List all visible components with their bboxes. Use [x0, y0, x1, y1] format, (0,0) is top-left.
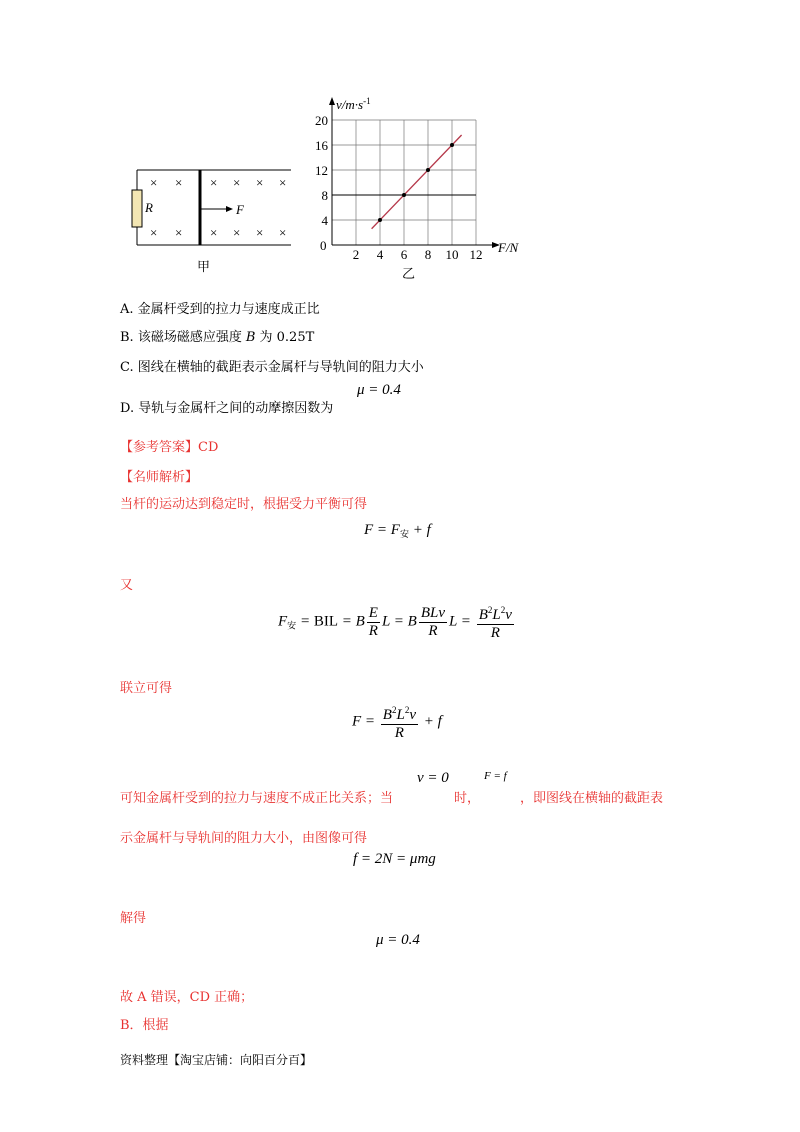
analysis-label: 【名师解析】 — [120, 470, 199, 485]
field-cross: × — [233, 225, 241, 240]
equation-5: μ = 0.4 — [376, 932, 420, 948]
series-line — [372, 135, 462, 229]
x-tick-labels — [353, 247, 483, 262]
y-tick-label: 16 — [315, 138, 328, 153]
graph-grid — [332, 120, 476, 245]
option-d-math: μ = 0.4 — [357, 382, 401, 398]
equation-1: $F = F_安 + f$ — [364, 522, 431, 540]
answer-value: CD — [198, 440, 219, 455]
analysis-you: 又 — [120, 578, 134, 593]
field-cross: × — [279, 175, 287, 190]
answer-label: 【参考答案】 — [120, 440, 199, 455]
data-point — [426, 168, 430, 172]
y-tick-labels — [315, 113, 329, 228]
option-b-suffix: 为 0.25T — [255, 330, 315, 345]
figure-yi-label: 乙 — [402, 267, 416, 282]
field-cross: × — [233, 175, 241, 190]
x-tick-label: 6 — [400, 247, 408, 262]
analysis-kezhi-2: 示金属杆与导轨间的阻力大小，由图像可得 — [120, 831, 368, 846]
data-series — [372, 135, 462, 229]
option-b-prefix: B. 该磁场磁感应强度 — [120, 330, 242, 345]
equation-4: f = 2N = μmg — [353, 851, 436, 867]
field-crosses — [150, 175, 286, 240]
y-tick-label: 8 — [321, 188, 328, 203]
analysis-kezhi-a: 可知金属杆受到的拉力与速度不成正比关系；当 — [120, 791, 394, 806]
option-b — [120, 326, 314, 345]
analysis-conclusion: 故 A 错误，CD 正确； — [120, 990, 254, 1005]
inline-v-zero: v = 0 — [417, 770, 449, 786]
analysis-kezhi-c: ，即图线在横轴的截距表 — [520, 791, 664, 806]
force-label: F — [236, 202, 244, 217]
option-b-var: B — [245, 330, 256, 345]
field-cross: × — [210, 175, 218, 190]
x-axis-label: F/N — [498, 240, 519, 255]
analysis-b-start: B．根据 — [120, 1018, 169, 1033]
y-tick-label: 4 — [321, 213, 328, 228]
equation-3: F = $\frac{B^2L^2v}{R}$ + f — [352, 702, 442, 742]
analysis-line-1: 当杆的运动达到稳定时，根据受力平衡可得 — [120, 497, 368, 512]
figure-jia-label: 甲 — [197, 260, 211, 275]
field-cross: × — [256, 225, 264, 240]
analysis-kezhi-b: 时， — [454, 791, 481, 806]
field-cross: × — [279, 225, 287, 240]
field-cross: × — [210, 225, 218, 240]
y-axis-label: $v/m\cdot s^{-1}$ — [336, 96, 371, 112]
option-d: D. 导轨与金属杆之间的动摩擦因数为 — [120, 401, 334, 416]
data-point — [450, 143, 454, 147]
y-axis-arrow — [329, 97, 335, 105]
x-tick-label: 12 — [469, 247, 483, 262]
y-tick-label: 12 — [315, 163, 328, 178]
data-point — [378, 218, 382, 222]
x-tick-label: 10 — [445, 247, 459, 262]
resistor — [132, 190, 142, 227]
field-cross: × — [175, 175, 183, 190]
data-point — [402, 193, 406, 197]
figure-yi-graph — [300, 95, 530, 265]
origin-label: 0 — [320, 238, 327, 253]
option-c: C. 图线在横轴的截距表示金属杆与导轨间的阻力大小 — [120, 360, 424, 375]
inline-f-equals-f: F = f — [484, 770, 507, 782]
analysis-lianli: 联立可得 — [120, 681, 173, 696]
field-cross: × — [256, 175, 264, 190]
resistor-label: R — [145, 200, 153, 215]
field-cross: × — [150, 225, 158, 240]
field-cross: × — [150, 175, 158, 190]
equation-2: $F_安$ = BIL = B $\frac{E}{R}$ L = B $\frac{\text{BLv}}{R}$ L = $\frac{B^2L^2v}{R}$ — [278, 602, 516, 642]
field-cross: × — [175, 225, 183, 240]
force-arrowhead — [226, 206, 233, 212]
x-tick-label: 2 — [352, 247, 360, 262]
analysis-jiede: 解得 — [120, 911, 147, 926]
x-tick-label: 4 — [376, 247, 384, 262]
option-a: A. 金属杆受到的拉力与速度成正比 — [120, 302, 320, 317]
answer-line — [120, 436, 218, 455]
footer-source: 资料整理【淘宝店铺：向阳百分百】 — [120, 1053, 313, 1067]
x-tick-label: 8 — [424, 247, 432, 262]
y-tick-label: 20 — [315, 113, 328, 128]
